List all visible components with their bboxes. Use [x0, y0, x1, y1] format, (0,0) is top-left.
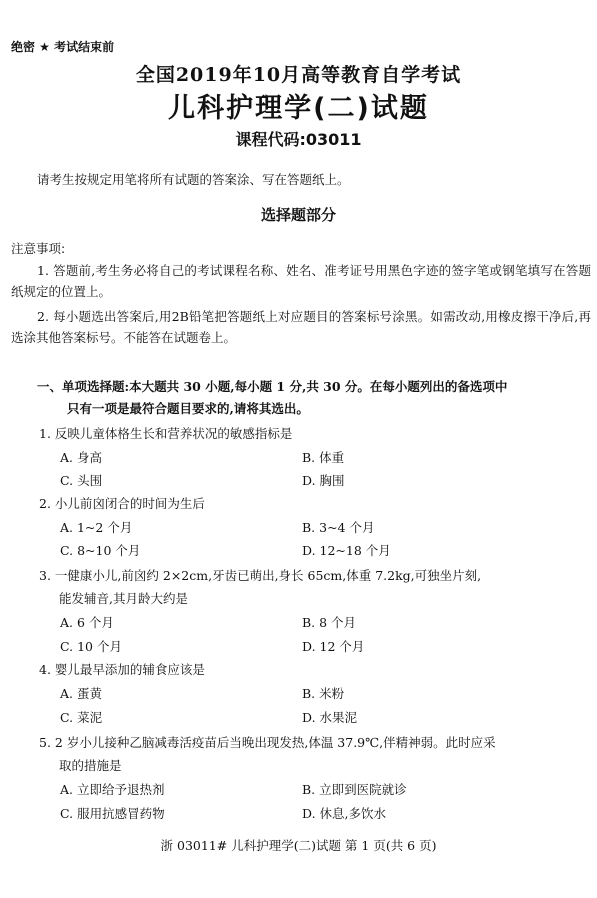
option-d: D. 胸围 [302, 473, 345, 488]
option-b: B. 8 个月 [302, 615, 357, 630]
part-heading-line1: 一、单项选择题:本大题共 30 小题,每小题 1 分,共 30 分。在每小题列出的备选项中 [37, 379, 508, 394]
question-text: 小儿前囟闭合的时间为生后 [54, 496, 205, 511]
option-c: C. 菜泥 [60, 710, 103, 725]
option-d: D. 水果泥 [302, 710, 358, 725]
option-a: A. 1~2 个月 [60, 520, 133, 535]
question-text: 一健康小儿,前囟约 2×2cm,牙齿已萌出,身长 65cm,体重 7.2kg,可独坐片刻, [54, 568, 482, 583]
option-a: A. 身高 [60, 450, 102, 465]
option-c: C. 10 个月 [60, 639, 122, 654]
part-heading-line2: 只有一项是最符合题目要求的,请将其选出。 [67, 401, 309, 416]
question-1 [39, 424, 292, 442]
question-2 [39, 494, 205, 512]
notes-heading: 注意事项: [11, 241, 66, 256]
option-c: C. 头围 [60, 473, 103, 488]
course-code: 课程代码:03011 [235, 130, 362, 149]
option-d: D. 12 个月 [302, 639, 365, 654]
option-d: D. 12~18 个月 [302, 543, 391, 558]
page-footer: 浙 03011# 儿科护理学(二)试题 第 1 页(共 6 页) [160, 838, 437, 853]
question-5 [39, 733, 496, 751]
question-text: 婴儿最早添加的辅食应该是 [54, 662, 205, 677]
question-3 [39, 566, 481, 584]
question-number: 4. [39, 662, 51, 677]
option-b: B. 米粉 [302, 686, 345, 701]
option-c: C. 8~10 个月 [60, 543, 141, 558]
option-a: A. 6 个月 [60, 615, 114, 630]
option-b: B. 体重 [302, 450, 345, 465]
option-a: A. 蛋黄 [60, 686, 102, 701]
question-number: 1. [39, 426, 51, 441]
question-4 [39, 660, 205, 678]
question-text-continued: 取的措施是 [59, 758, 122, 773]
exam-title: 全国2019年10月高等教育自学考试 [135, 64, 462, 86]
question-number: 2. [39, 496, 51, 511]
question-number: 5. [39, 735, 51, 750]
option-d: D. 休息,多饮水 [302, 806, 386, 821]
note-item: 2. 每小题选出答案后,用2B铅笔把答题纸上对应题目的答案标号涂黑。如需改动,用橡皮擦干净后,再选涂其他答案标号。不能答在试题卷上。 [11, 309, 591, 345]
confidential-label: 绝密 ★ 考试结束前 [11, 40, 115, 54]
option-c: C. 服用抗感冒药物 [60, 806, 165, 821]
note-item: 1. 答题前,考生务必将自己的考试课程名称、姓名、准考证号用黑色字迹的签字笔或钢笔填写在答题纸规定的位置上。 [11, 263, 591, 299]
option-a: A. 立即给予退热剂 [60, 782, 165, 797]
part-heading [37, 376, 557, 420]
question-text: 反映儿童体格生长和营养状况的敏感指标是 [54, 426, 293, 441]
section-title: 选择题部分 [260, 206, 336, 224]
option-b: B. 3~4 个月 [302, 520, 375, 535]
question-number: 3. [39, 568, 51, 583]
question-text: 2 岁小儿接种乙脑减毒活疫苗后当晚出现发热,体温 37.9℃,伴精神弱。此时应采 [54, 735, 496, 750]
option-b: B. 立即到医院就诊 [302, 782, 407, 797]
general-instruction: 请考生按规定用笔将所有试题的答案涂、写在答题纸上。 [37, 172, 350, 187]
question-text-continued: 能发辅音,其月龄大约是 [59, 591, 188, 606]
paper-title: 儿科护理学(二)试题 [168, 93, 429, 124]
